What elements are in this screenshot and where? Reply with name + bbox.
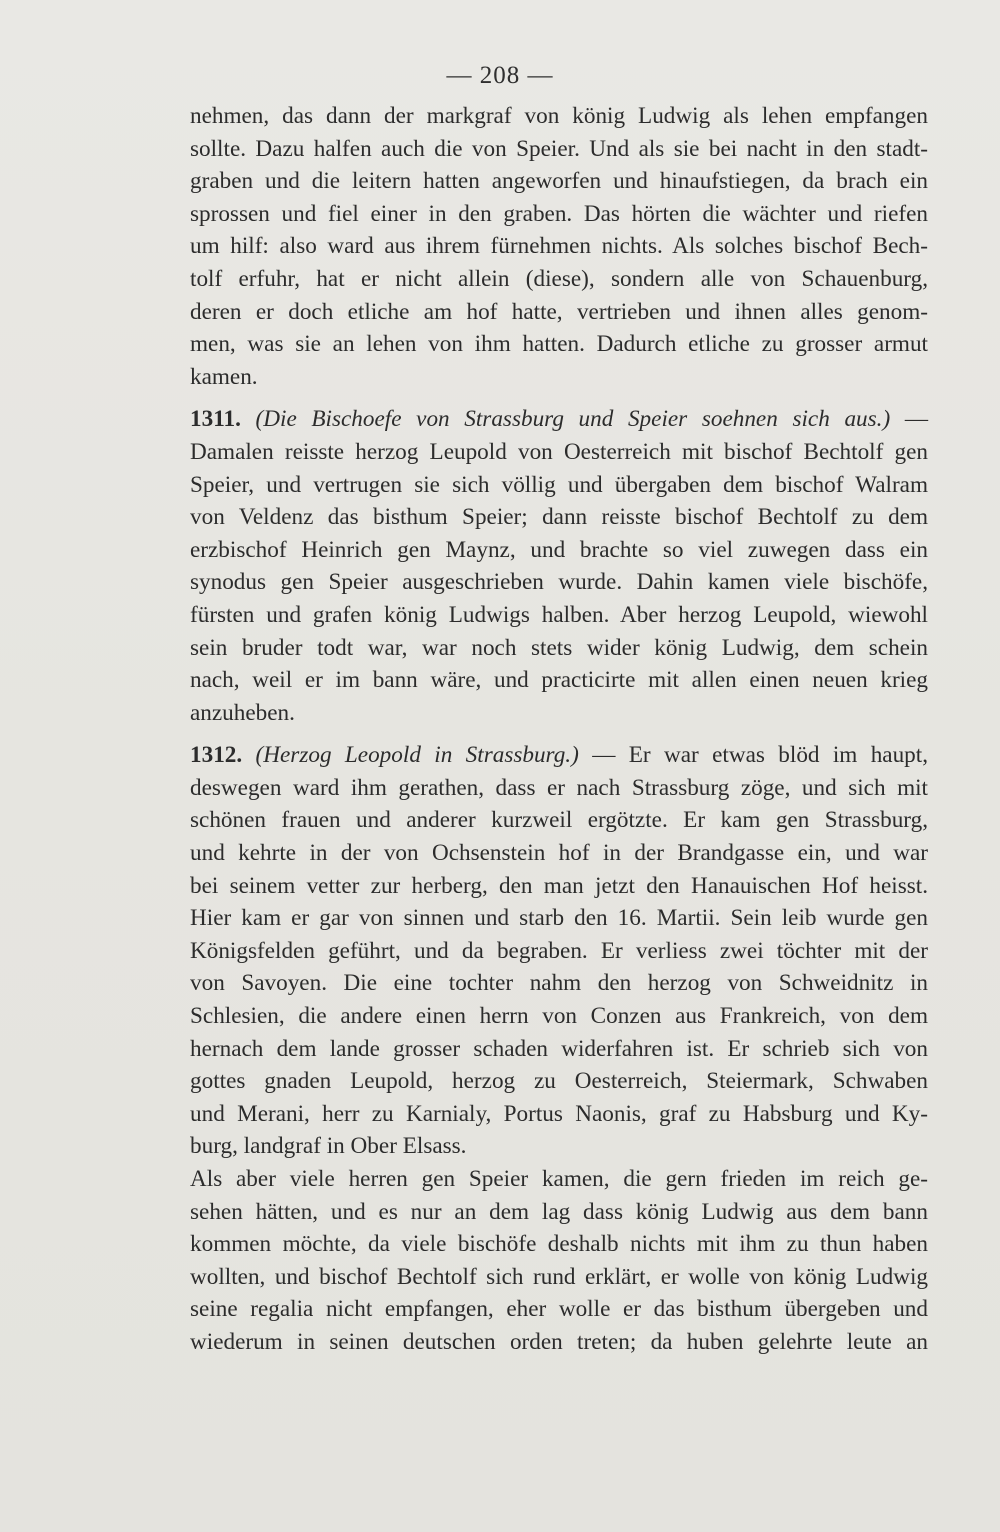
text-line: kommen möchte, da viele bischöfe deshalb nichts mit ihm zu thun haben (190, 1231, 928, 1258)
text-line: deswegen ward ihm gerathen, dass er nach Strassburg zöge, und sich mit (190, 774, 928, 801)
body-text (190, 100, 928, 1359)
text-line: sollte. Dazu halfen auch die von Speier. Und als sie bei nacht in den stadt- (190, 135, 928, 162)
text-line: burg, landgraf in Ober Elsass. (190, 1133, 467, 1160)
text-line: wiederum in seinen deutschen orden treten; da huben gelehrte leute an (190, 1328, 928, 1355)
paragraph-gap (190, 393, 928, 403)
text-line: von Veldenz das bisthum Speier; dann reisste bischof Bechtolf zu dem (190, 504, 928, 531)
text-line: und Merani, herr zu Karnialy, Portus Naonis, graf zu Habsburg und Ky- (190, 1100, 928, 1127)
text-line: gottes gnaden Leupold, herzog zu Oesterreich, Steiermark, Schwaben (190, 1068, 928, 1095)
text-line: graben und die leitern hatten angeworfen und hinaufstiegen, da brach ein (190, 168, 928, 195)
text-line: Als aber viele herren gen Speier kamen, die gern frieden im reich ge- (190, 1166, 928, 1192)
heading-dash: — (890, 406, 929, 433)
text-line: um hilf: also ward aus ihrem fürnehmen nichts. Als solches bischof Bech- (190, 233, 928, 260)
text-line: und kehrte in der von Ochsenstein hof in der Brandgasse ein, und war (190, 840, 928, 867)
text-line: von Savoyen. Die eine tochter nahm den herzog von Schweidnitz in (190, 970, 928, 997)
text-line: nach, weil er im bann wäre, und practicirte mit allen einen neuen krieg (190, 667, 928, 694)
paragraph-1311 (190, 403, 928, 729)
text-line: Hier kam er gar von sinnen und starb den 16. Martii. Sein leib wurde gen (190, 905, 928, 932)
text-line: deren er doch etliche am hof hatte, vertrieben und ihnen alles genom- (190, 298, 928, 325)
text-line: Schlesien, die andere einen herrn von Conzen aus Frankreich, von dem (190, 1003, 928, 1030)
text-line: schönen frauen und anderer kurzweil ergötzte. Er kam gen Strassburg, (190, 807, 928, 834)
text-line: wollten, und bischof Bechtolf sich rund erklärt, er wolle von könig Ludwig (190, 1263, 928, 1290)
text-line: bei seinem vetter zur herberg, den man jetzt den Hanauischen Hof heisst. (190, 872, 928, 899)
text-line: men, was sie an lehen von ihm hatten. Dadurch etliche zu grosser armut (190, 331, 928, 358)
text-line: seine regalia nicht empfangen, eher wolle er das bisthum übergeben und (190, 1296, 928, 1323)
text-line: Damalen reisste herzog Leupold von Oesterreich mit bischof Bechtolf gen (190, 438, 928, 465)
text-line: nehmen, das dann der markgraf von könig Ludwig als lehen empfangen (190, 103, 928, 129)
text-line: Königsfelden geführt, und da begraben. Er verliess zwei töchter mit der (190, 937, 928, 964)
entry-heading: (Die Bischoefe von Strassburg und Speier soehnen sich aus.) (255, 406, 891, 433)
text-line: sein bruder todt war, war noch stets wider könig Ludwig, dem schein (190, 634, 928, 661)
text-line: kamen. (190, 363, 258, 390)
entry-heading: (Herzog Leopold in Strassburg.) (255, 742, 579, 769)
entry-heading-line (190, 403, 928, 436)
paragraph-4 (190, 1163, 928, 1359)
year-label: 1312. (190, 742, 243, 769)
text-line: fürsten und grafen könig Ludwigs halben. Aber herzog Leupold, wiewohl (190, 601, 928, 628)
text-line: Speier, und vertrugen sie sich völlig und übergaben dem bischof Walram (190, 471, 928, 498)
text-line: tolf erfuhr, hat er nicht allein (diese), sondern alle von Schauenburg, (190, 265, 928, 292)
text-line: sprossen und fiel einer in den graben. Das hörten die wächter und riefen (190, 200, 928, 227)
heading-continuation: — Er war etwas blöd im haupt, (578, 742, 929, 769)
text-line: anzuheben. (190, 699, 295, 726)
text-line: erzbischof Heinrich gen Maynz, und brachte so viel zuwegen dass ein (190, 536, 928, 563)
paragraph-1 (190, 100, 928, 393)
paragraph-gap (190, 729, 928, 739)
text-line: synodus gen Speier ausgeschrieben wurde. Dahin kamen viele bischöfe, (190, 569, 928, 596)
text-line: hernach dem lande grosser schaden widerfahren ist. Er schrieb sich von (190, 1035, 928, 1062)
entry-heading-line (190, 739, 928, 772)
text-line: sehen hätten, und es nur an dem lag dass könig Ludwig aus dem bann (190, 1198, 928, 1225)
year-label: 1311. (190, 406, 241, 433)
page-number: — 208 — (446, 62, 554, 89)
paragraph-1312 (190, 739, 928, 1163)
